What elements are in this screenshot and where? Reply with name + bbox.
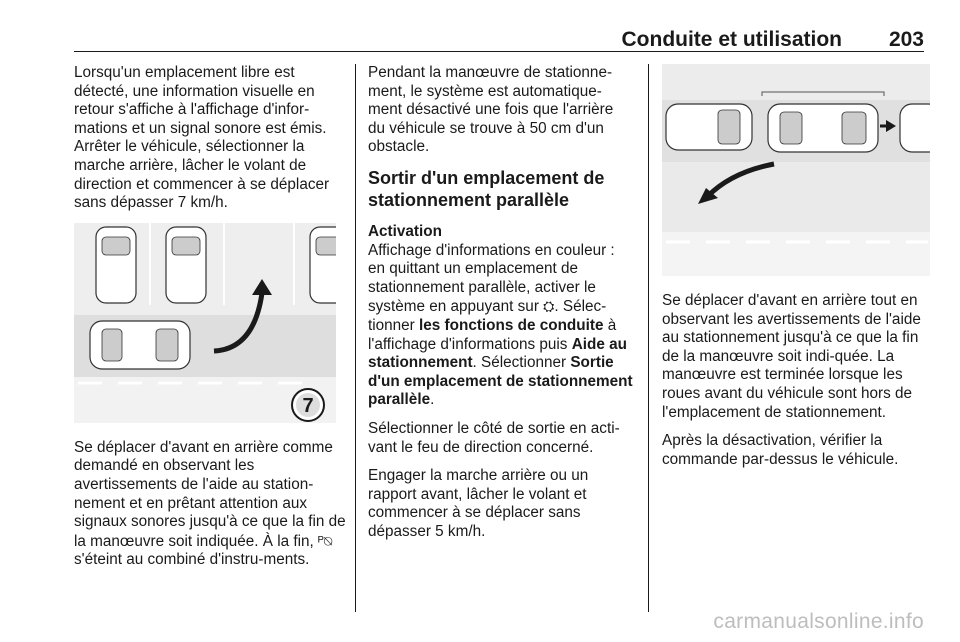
parking-button-icon: ⛭ [543,298,555,315]
section-title: Conduite et utilisation [621,28,842,51]
col1-paragraph-1: Lorsqu'un emplacement libre est détecté, une information visuelle en retour s'affiche à l'affichage d'infor-mations et un signal sonore est émis. Arrêter le véhicule, sélectionner la marche arrière, lâcher le volant de direction et commencer à se déplacer sans dépasser 7 km/h. [74,64,330,212]
col3-paragraph-2: Après la désactivation, vérifier la commande par-dessus le véhicule. [662,432,899,468]
col2-p2-text-b: . Sélec-tionner [368,298,607,334]
section-heading: Sortir d'un emplacement de stationnement parallèle [368,167,605,210]
col2-p2-text-e: . [430,391,435,409]
col2-p2-bold-3: Sortie d'un emplacement de stationnement parallèle [368,354,633,409]
col2-paragraph-3: Sélectionner le côté de sortie en acti-vant le feu de direction concerné. [368,419,620,456]
column-divider-1 [355,64,356,612]
col2-p2-text-d: . Sélectionner [472,354,567,372]
subheading-activation: Activation [368,222,442,240]
col2-paragraph-2 [368,242,634,410]
col1-paragraph-2 [74,439,346,570]
page-number: 203 [888,28,924,51]
col2-p2-bold-2: Aide au stationnement [368,335,627,372]
col2-paragraph-4: Engager la marche arrière ou un rapport avant, lâcher le volant et commencer à se déplacer sans dépasser 5 km/h. [368,467,589,540]
col2-p2-bold-1: les fonctions de conduite [419,316,604,334]
col3-paragraph-1: Se déplacer d'avant en arrière tout en observant les avertissements de l'aide au stationnement jusqu'à ce que la fin de la manœuvre soit indi-quée. La manœuvre est terminée lorsque les roues avant du véhicule sont hors de l'emplacement de stationnement. [662,292,921,421]
column-2 [368,64,634,551]
header-rule [74,51,924,52]
col2-paragraph-1: Pendant la manœuvre de stationne-ment, le système est automatique-ment désactivé une fois que l'arrière du véhicule se trouve à 50 cm d'un obstacle. [368,64,614,156]
watermark: carmanualsonline.info [713,610,924,633]
column-divider-2 [648,64,649,612]
parking-entry-illustration [74,223,336,423]
col2-p2-text-c: à l'affichage d'informations puis [368,316,617,353]
column-3 [662,64,930,479]
col1-paragraph-2-text-a: Se déplacer d'avant en arrière comme demandé en observant les avertissements de l'aide au station-nement et en prêtant attention aux signaux sonores jusqu'à ce que la fin de la manœuvre soit indiquée. À la fin, [74,438,346,550]
parking-assist-icon: ᴾ⍉ [318,532,333,549]
column-1 [74,64,346,580]
figure-badge: 7 [302,394,314,417]
page-header [0,0,960,52]
col2-p2-text-a: Affichage d'informations en couleur : en quittant un emplacement de stationnement parallèle, activer le système en appuyant sur [368,241,615,316]
parking-exit-illustration [662,64,930,276]
col1-paragraph-2-text-b: s'éteint au combiné d'instru-ments. [74,551,310,569]
